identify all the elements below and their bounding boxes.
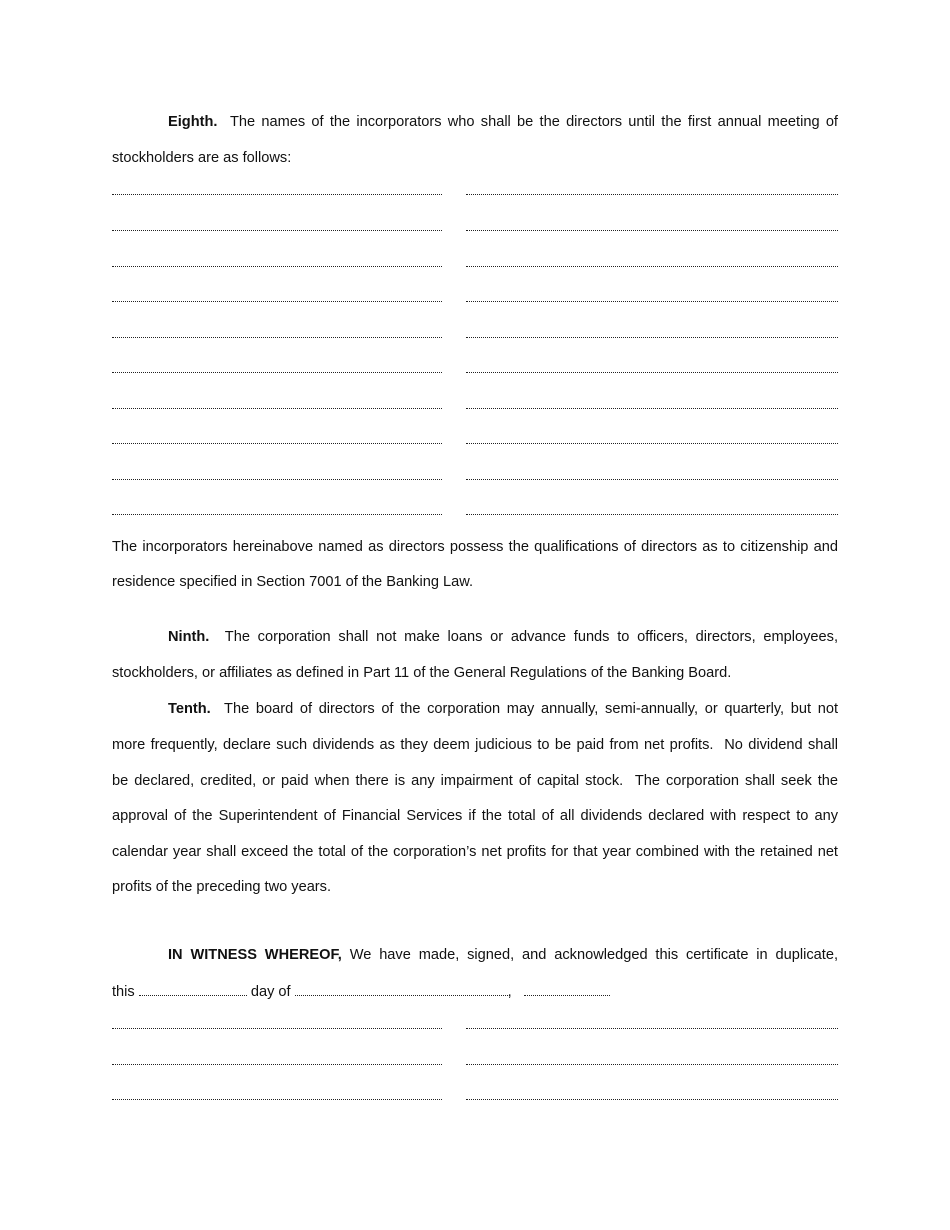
director-line-row	[112, 398, 838, 408]
date-this-label: this	[112, 984, 135, 1000]
director-line-row	[112, 220, 838, 230]
tenth-text-1: The board of directors of the corporation may annually, semi-annually, or quarterly, but not	[224, 701, 839, 717]
signature-line-row	[112, 1089, 838, 1099]
ninth-text-1: The corporation shall not make loans or advance funds to officers, directors, employees,	[224, 629, 839, 645]
director-address-line[interactable]	[466, 433, 838, 444]
eighth-paragraph-line-1	[112, 113, 838, 131]
director-name-line[interactable]	[112, 327, 442, 338]
witness-text-1: We have made, signed, and acknowledged this certificate in duplicate,	[349, 947, 838, 963]
director-name-line[interactable]	[112, 256, 442, 267]
director-line-row	[112, 256, 838, 266]
director-name-line[interactable]	[112, 362, 442, 373]
eighth-text-1: The names of the incorporators who shall be the directors until the first annual meeting of	[229, 114, 838, 130]
date-year-blank[interactable]	[524, 983, 610, 996]
witness-heading: IN WITNESS WHEREOF,	[168, 947, 342, 963]
director-address-line[interactable]	[466, 291, 838, 302]
director-name-line[interactable]	[112, 504, 442, 515]
tenth-heading: Tenth.	[168, 701, 211, 717]
director-address-line[interactable]	[466, 504, 838, 515]
ninth-heading: Ninth.	[168, 629, 210, 645]
director-name-line[interactable]	[112, 184, 442, 195]
director-address-line[interactable]	[466, 398, 838, 409]
tenth-paragraph-line-3: be declared, credited, or paid when there is any impairment of capital stock. The corporation shall seek the	[112, 773, 838, 789]
witness-date-line	[112, 983, 838, 1001]
ninth-paragraph-line-1	[112, 628, 838, 646]
signature-line[interactable]	[466, 1089, 838, 1100]
director-line-row	[112, 327, 838, 337]
signature-line-row	[112, 1018, 838, 1028]
director-name-line[interactable]	[112, 220, 442, 231]
signature-line[interactable]	[466, 1054, 838, 1065]
tenth-paragraph-line-2: more frequently, declare such dividends as they deem judicious to be paid from net profits. No dividend shall	[112, 737, 838, 753]
director-address-line[interactable]	[466, 327, 838, 338]
qualifications-line-1: The incorporators hereinabove named as directors possess the qualifications of directors as to citizenship and	[112, 539, 838, 555]
director-name-line[interactable]	[112, 433, 442, 444]
director-address-line[interactable]	[466, 220, 838, 231]
tenth-paragraph-line-5: calendar year shall exceed the total of the corporation’s net profits for that year combined with the retained net	[112, 844, 838, 860]
director-line-row	[112, 362, 838, 372]
director-address-line[interactable]	[466, 362, 838, 373]
tenth-paragraph-line-1	[112, 700, 838, 718]
ninth-paragraph-line-2: stockholders, or affiliates as defined in Part 11 of the General Regulations of the Banking Board.	[112, 665, 732, 681]
tenth-paragraph-line-4: approval of the Superintendent of Financial Services if the total of all dividends declared with respect to any	[112, 808, 838, 824]
director-line-row	[112, 291, 838, 301]
director-line-row	[112, 504, 838, 514]
director-name-line[interactable]	[112, 291, 442, 302]
date-comma: ,	[507, 984, 512, 1000]
director-name-line[interactable]	[112, 398, 442, 409]
director-name-line[interactable]	[112, 469, 442, 480]
director-line-row	[112, 433, 838, 443]
director-address-line[interactable]	[466, 256, 838, 267]
signature-line[interactable]	[466, 1018, 838, 1029]
director-line-row	[112, 184, 838, 194]
tenth-paragraph-line-6: profits of the preceding two years.	[112, 879, 332, 895]
director-address-line[interactable]	[466, 184, 838, 195]
date-day-of-label: day of	[250, 984, 291, 1000]
signature-line-row	[112, 1054, 838, 1064]
date-month-blank[interactable]	[295, 983, 508, 996]
date-day-blank[interactable]	[139, 983, 247, 996]
signature-line[interactable]	[112, 1054, 442, 1065]
director-line-row	[112, 469, 838, 479]
eighth-heading: Eighth.	[168, 114, 218, 130]
signature-line[interactable]	[112, 1018, 442, 1029]
witness-paragraph-line-1	[112, 946, 838, 964]
eighth-paragraph-line-2: stockholders are as follows:	[112, 150, 292, 166]
qualifications-line-2: residence specified in Section 7001 of the Banking Law.	[112, 574, 474, 590]
director-address-line[interactable]	[466, 469, 838, 480]
signature-line[interactable]	[112, 1089, 442, 1100]
